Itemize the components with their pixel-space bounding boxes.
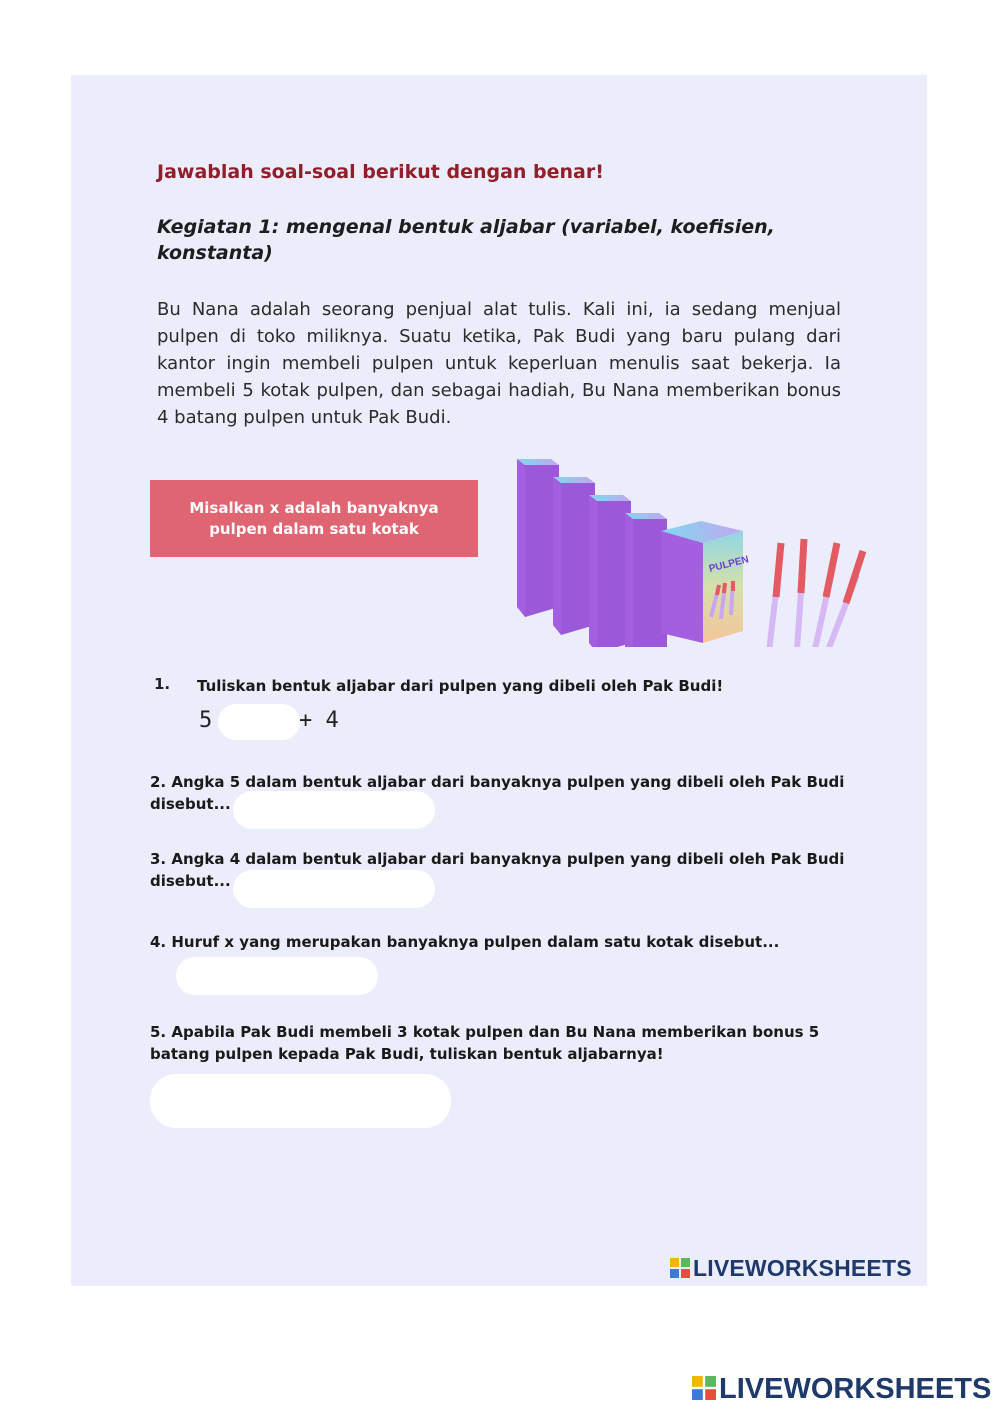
inner-watermark-text: LIVEWORKSHEETS: [693, 1255, 912, 1281]
hint-box: [150, 480, 478, 557]
q4-answer-input[interactable]: [176, 957, 378, 995]
inner-watermark: [670, 1255, 912, 1282]
q5-text: 5. Apabila Pak Budi membeli 3 kotak pulpen dan Bu Nana memberikan bonus 5 batang pulpen kepada Pak Budi, tuliskan bentuk aljabarnya!: [150, 1023, 820, 1063]
q2-answer-input[interactable]: [233, 791, 435, 829]
hint-text: Misalkan x adalah banyaknya pulpen dalam satu kotak: [189, 498, 439, 538]
instruction-heading: Jawablah soal-soal berikut dengan benar!: [157, 161, 604, 183]
loose-pens: [769, 539, 863, 647]
story-paragraph: Bu Nana adalah seorang penjual alat tulis. Kali ini, ia sedang menjual pulpen di toko miliknya. Suatu ketika, Pak Budi yang baru pulang dari kantor ingin membeli pulpen untuk keperluan menulis saat bekerja. Ia membeli 5 kotak pulpen, dan sebagai hadiah, Bu Nana memberikan bonus 4 batang pulpen untuk Pak Budi.: [157, 299, 841, 428]
pen-box-front: [661, 521, 750, 643]
q1-coefficient: 5: [199, 708, 213, 733]
pen-box-3: [589, 495, 631, 647]
outer-watermark-text: LIVEWORKSHEETS: [719, 1373, 992, 1405]
outer-watermark: [692, 1373, 991, 1406]
q4-text: 4. Huruf x yang merupakan banyaknya pulpen dalam satu kotak disebut...: [150, 933, 780, 951]
q1-constant: + 4: [299, 708, 339, 733]
liveworksheets-logo-icon: [670, 1258, 690, 1278]
q1-number: 1.: [154, 675, 171, 693]
q2-text: 2. Angka 5 dalam bentuk aljabar dari banyaknya pulpen yang dibeli oleh Pak Budi disebut...: [150, 773, 845, 813]
q5-answer-input[interactable]: [150, 1074, 451, 1128]
q1-text: Tuliskan bentuk aljabar dari pulpen yang dibeli oleh Pak Budi!: [197, 677, 724, 695]
q3-answer-input[interactable]: [233, 870, 435, 908]
pen-boxes-illustration: [511, 447, 871, 647]
pen-box-2: [553, 477, 595, 635]
liveworksheets-logo-icon: [692, 1376, 716, 1400]
box-label: PULPEN: [707, 554, 750, 575]
worksheet-page: [71, 75, 927, 1286]
activity-heading: Kegiatan 1: mengenal bentuk aljabar (variabel, koefisien, konstanta): [157, 216, 775, 264]
q3-text: 3. Angka 4 dalam bentuk aljabar dari banyaknya pulpen yang dibeli oleh Pak Budi disebut...: [150, 850, 845, 890]
pen-box-4: [625, 513, 667, 647]
pen-box-1: [517, 459, 559, 617]
q1-variable-input[interactable]: [218, 704, 300, 740]
